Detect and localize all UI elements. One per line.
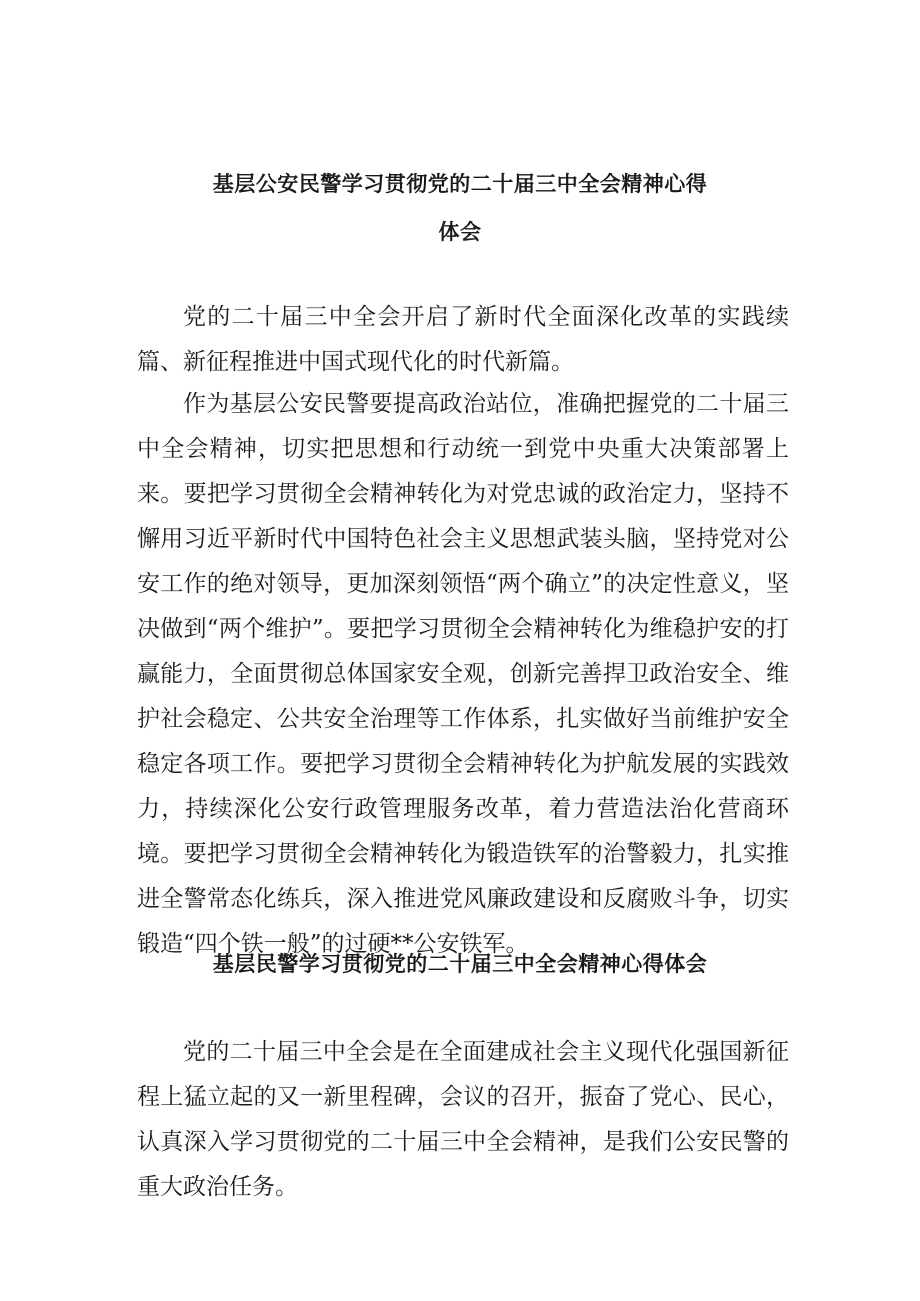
section2-paragraph-1: 党的二十届三中全会是在全面建成社会主义现代化强国新征程上猛立起的又一新里程碑，会议的召开，振奋了党心、民心，认真深入学习贯彻党的二十届三中全会精神，是我们公安民警的重大政治任务。 [137, 1039, 789, 1200]
section1-title-line1: 基层公安民警学习贯彻党的二十届三中全会精神心得 [212, 172, 708, 196]
section2-title: 基层民警学习贯彻党的二十届三中全会精神心得体会 [212, 952, 708, 976]
section1-paragraph-1: 党的二十届三中全会开启了新时代全面深化改革的实践续篇、新征程推进中国式现代化的时代新篇。 [137, 304, 789, 375]
section1-title-line2: 体会 [438, 220, 482, 244]
section1-paragraph-2: 作为基层公安民警要提高政治站位，准确把握党的二十届三中全会精神，切实把思想和行动统一到党中央重大决策部署上来。要把学习贯彻全会精神转化为对党忠诚的政治定力，坚持不懈用习近平新时代中国特色社会主义思想武装头脑，坚持党对公安工作的绝对领导，更加深刻领悟“两个确立”的决定性意义，坚决做到“两个维护”。要把学习贯彻全会精神转化为维稳护安的打赢能力，全面贯彻总体国家安全观，创新完善捍卫政治安全、维护社会稳定、公共安全治理等工作体系，扎实做好当前维护安全稳定各项工作。要把学习贯彻全会精神转化为护航发展的实践效力，持续深化公安行政管理服务改革，着力营造法治化营商环境。要把学习贯彻全会精神转化为锻造铁军的治警毅力，扎实推进全警常态化练兵，深入推进党风廉政建设和反腐败斗争，切实锻造“四个铁一般”的过硬**公安铁军。 [137, 391, 789, 957]
section1-title [0, 160, 920, 256]
